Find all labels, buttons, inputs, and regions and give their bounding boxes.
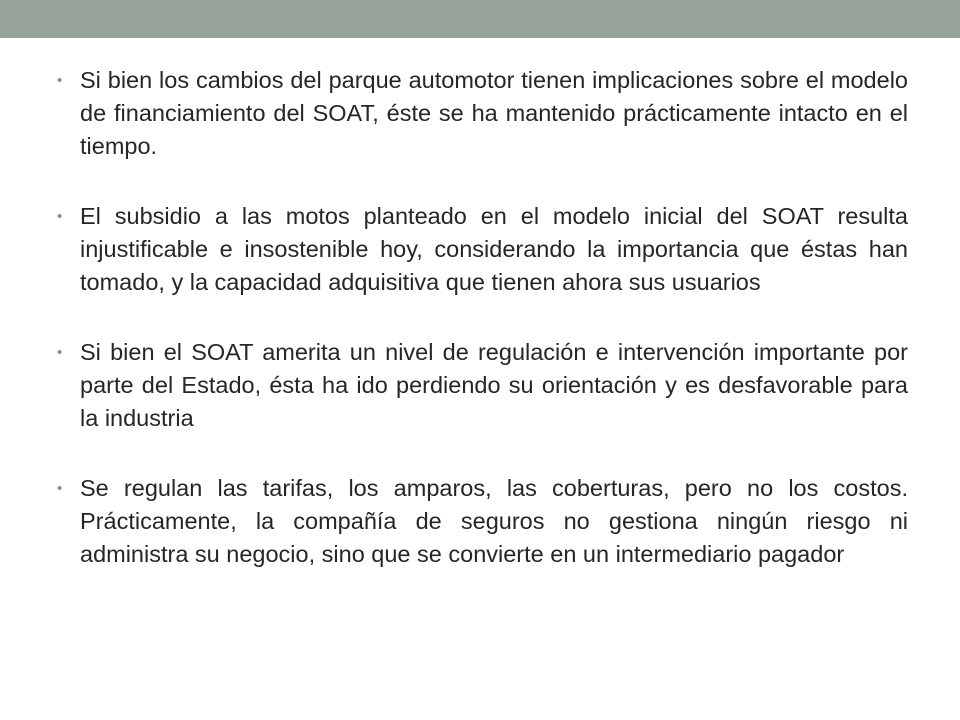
bullet-text: El subsidio a las motos planteado en el modelo inicial del SOAT resulta injustificable e insostenible hoy, considerando la importancia que éstas han tomado, y la capacidad adquisitiva que tienen ahora sus usuarios [80, 203, 908, 295]
bullet-item [56, 472, 908, 571]
bullet-text: Si bien el SOAT amerita un nivel de regulación e intervención importante por parte del Estado, ésta ha ido perdiendo su orientación y es desfavorable para la industria [80, 339, 908, 431]
top-accent-bar [0, 0, 960, 38]
bullet-icon: • [57, 72, 63, 89]
bullet-icon: • [57, 208, 63, 225]
bullet-icon: • [57, 480, 63, 497]
bullet-item [56, 64, 908, 163]
bullet-text: Se regulan las tarifas, los amparos, las coberturas, pero no los costos. Prácticamente, la compañía de seguros no gestiona ningún riesgo ni administra su negocio, sino que se convierte en un intermediario pagador [80, 475, 908, 567]
bullet-list [56, 64, 908, 571]
slide-content [56, 64, 908, 608]
bullet-item [56, 336, 908, 435]
bullet-text: Si bien los cambios del parque automotor tienen implicaciones sobre el modelo de financiamiento del SOAT, éste se ha mantenido prácticamente intacto en el tiempo. [80, 67, 908, 159]
bullet-icon: • [57, 344, 63, 361]
bullet-item [56, 200, 908, 299]
